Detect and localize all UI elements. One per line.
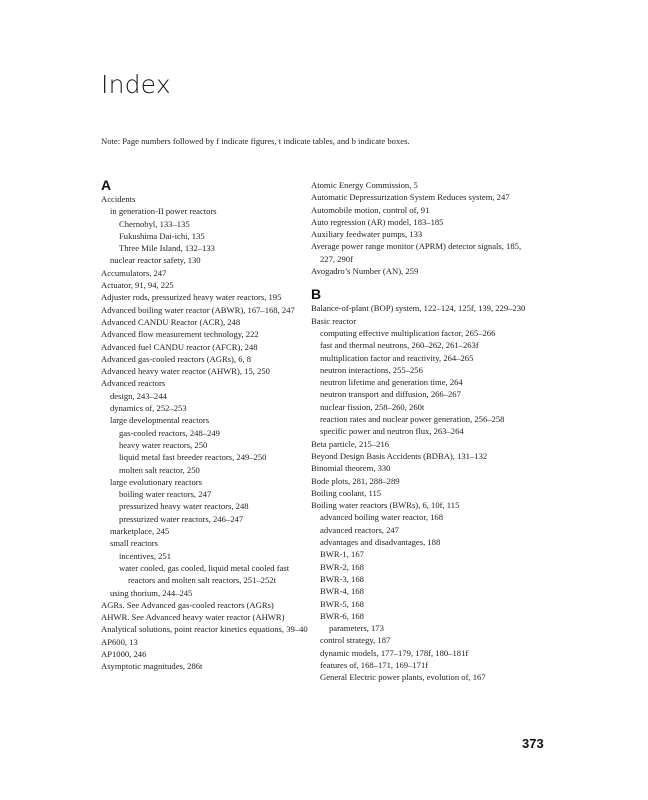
index-entry: BWR-1, 167 <box>320 549 364 560</box>
index-entry: specific power and neutron flux, 263–264 <box>320 426 464 437</box>
index-entry: BWR-5, 168 <box>320 598 364 609</box>
index-entry: multiplication factor and reactivity, 264–265 <box>320 352 474 363</box>
index-entry: incentives, 251 <box>119 550 172 561</box>
index-entry: neutron transport and diffusion, 266–267 <box>320 389 461 400</box>
index-entry: computing effective multiplication factor, 265–266 <box>320 327 496 338</box>
index-entry: pressurized heavy water reactors, 248 <box>119 501 249 512</box>
index-entry: AHWR. See Advanced heavy water reactor (AHWR) <box>101 612 285 623</box>
index-entry: neutron lifetime and generation time, 264 <box>320 377 463 388</box>
index-note: Note: Page numbers followed by f indicate figures, t indicate tables, and b indicate boxes. <box>101 136 410 146</box>
index-entry: parameters, 173 <box>329 623 384 634</box>
index-entry: BWR-4, 168 <box>320 586 364 597</box>
index-entry: Beta particle, 215–216 <box>311 438 390 449</box>
index-entry: Chernobyl, 133–135 <box>119 218 190 229</box>
index-entry: Advanced reactors <box>101 378 166 389</box>
index-entry: AP600, 13 <box>101 636 138 647</box>
index-entry: General Electric power plants, evolution of, 167 <box>320 672 486 683</box>
index-entry: in generation-II power reactors <box>110 206 217 217</box>
index-entry: reaction rates and nuclear power generation, 256–258 <box>320 414 505 425</box>
index-entry: AP1000, 246 <box>101 648 147 659</box>
index-entry: neutron interactions, 255–256 <box>320 364 423 375</box>
index-entry: liquid metal fast breeder reactors, 249–250 <box>119 452 267 463</box>
index-entry: AGRs. See Advanced gas-cooled reactors (AGRs) <box>101 599 274 610</box>
index-entry: Advanced heavy water reactor (AHWR), 15, 250 <box>101 366 270 377</box>
index-entry: Advanced flow measurement technology, 222 <box>101 329 259 340</box>
index-entry: nuclear fission, 258–260, 260t <box>320 401 425 412</box>
index-entry: molten salt reactor, 250 <box>119 464 200 475</box>
index-entry: water cooled, gas cooled, liquid metal cooled fast reactors and molten salt reactors, 251–252t <box>119 562 290 586</box>
index-entry: Adjuster rods, pressurized heavy water reactors, 195 <box>101 292 282 303</box>
index-entry: Beyond Design Basis Accidents (BDBA), 131–132 <box>311 450 488 461</box>
index-entry: Automatic Depressurization System Reduces system, 247 <box>311 192 510 203</box>
index-entry: Basic reactor <box>311 315 357 326</box>
index-entry: Accidents <box>101 194 136 204</box>
index-entry: control strategy, 187 <box>320 635 391 646</box>
index-entry: design, 243–244 <box>110 390 167 401</box>
index-entry: pressurized water reactors, 246–247 <box>119 513 244 524</box>
index-entry: large evolutionary reactors <box>110 476 202 487</box>
index-entry: gas-cooled reactors, 248–249 <box>119 427 220 438</box>
index-entry: boiling water reactors, 247 <box>119 489 212 500</box>
index-entry: fast and thermal neutrons, 260–262, 261–263f <box>320 340 479 351</box>
index-entry: Bode plots, 281, 288–289 <box>311 475 400 486</box>
index-entry: Advanced CANDU Reactor (ACR), 248 <box>101 316 241 327</box>
index-entry: dynamics of, 252–253 <box>110 403 187 414</box>
index-entry: dynamic models, 177–179, 178f, 180–181f <box>320 647 469 658</box>
index-entry: using thorium, 244–245 <box>110 587 193 598</box>
index-entry: Actuator, 91, 94, 225 <box>101 280 174 291</box>
index-entry: BWR-3, 168 <box>320 573 364 584</box>
index-entry: Advanced gas-cooled reactors (AGRs), 6, 8 <box>101 353 252 364</box>
index-entry: Fukushima Dai-ichi, 135 <box>119 230 205 241</box>
index-entry: Advanced fuel CANDU reactor (AFCR), 248 <box>101 341 258 352</box>
index-entry: advantages and disadvantages, 188 <box>320 537 441 548</box>
index-entry: BWR-6, 168 <box>320 610 364 621</box>
index-entry: large developmental reactors <box>110 415 210 426</box>
page-title: Index <box>101 70 171 99</box>
index-entry: Balance-of-plant (BOP) system, 122–124, 125f, 139, 229–230 <box>311 303 526 314</box>
index-entry: Boiling water reactors (BWRs), 6, 10f, 115 <box>311 500 460 511</box>
index-entry: nuclear reactor safety, 130 <box>110 255 201 266</box>
index-entry: Analytical solutions, point reactor kinetics equations, 39–40 <box>101 624 308 635</box>
index-column-right <box>311 179 533 684</box>
section-letter: B <box>311 286 322 303</box>
index-entry: Atomic Energy Commission, 5 <box>311 180 418 190</box>
index-entry: Average power range monitor (APRM) detector signals, 185, 227, 290f <box>311 241 522 264</box>
index-entry: BWR-2, 168 <box>320 561 364 572</box>
page-number: 373 <box>522 736 544 751</box>
index-entry: Auxiliary feedwater pumps, 133 <box>311 229 423 240</box>
index-column-left <box>101 177 317 673</box>
index-entry: small reactors <box>110 538 158 549</box>
index-entry: advanced reactors, 247 <box>320 524 399 535</box>
index-entry: Advanced boiling water reactor (ABWR), 167–168, 247 <box>101 304 295 315</box>
index-entry: Three Mile Island, 132–133 <box>119 243 215 254</box>
index-entry: heavy water reactors, 250 <box>119 439 208 450</box>
index-entry: features of, 168–171, 169–171f <box>320 659 429 670</box>
index-entry: Auto regression (AR) model, 183–185 <box>311 216 444 227</box>
index-entry: Automobile motion, control of, 91 <box>311 204 430 215</box>
index-entry: Avogadro’s Number (AN), 259 <box>311 266 419 277</box>
index-entry: marketplace, 245 <box>110 526 170 537</box>
section-letter: A <box>101 177 112 193</box>
index-entry: Binomial theorem, 330 <box>311 463 391 474</box>
index-entry: Asymptotic magnitudes, 286t <box>101 661 203 672</box>
index-entry: Boiling coolant, 115 <box>311 487 382 498</box>
index-entry: advanced boiling water reactor, 168 <box>320 512 444 523</box>
index-entry: Accumulators, 247 <box>101 267 167 278</box>
